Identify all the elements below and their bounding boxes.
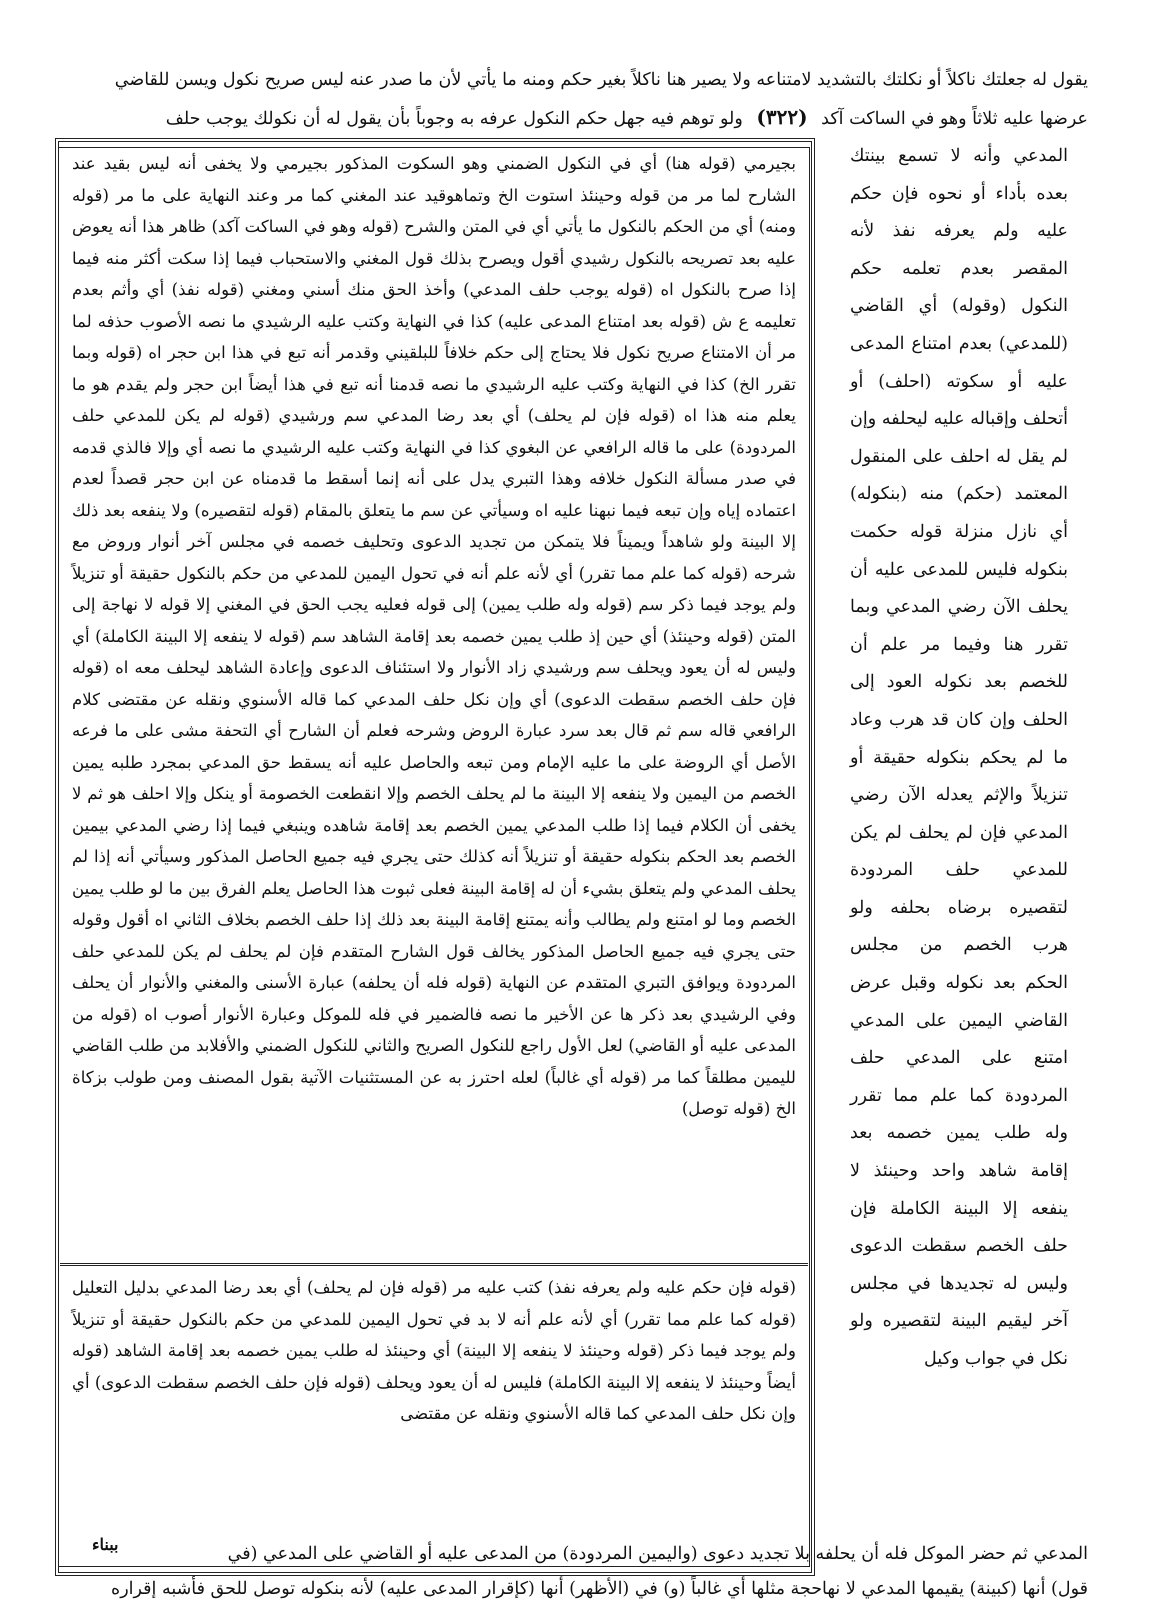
footnote-text: (قوله فإن حكم عليه ولم يعرفه نفذ) كتب عليه مر (قوله فإن لم يحلف) أي بعد رضا المدعي بدليل التعليل (قوله كما علم مما تقرر) أي لأنه علم أنه لا بد في تحول اليمين للمدعي من حكم بالنكول حقيقة أو تنزيلاً ولم يوجد فيما ذكر (قوله وحينئذ لا ينفعه إلا البينة) أي وحينئذ له طلب يمين خصمه بعد إقامة الشاهد (قوله أيضاً وحينئذ لا ينفعه إلا البينة الكاملة) فليس له أن يعود ويحلف (قوله فإن حلف الخصم سقطت الدعوى) أي وإن نكل حلف المدعي كما قاله الأسنوي ونقله عن مقتضى <box>72 1278 796 1423</box>
side-column-text: المدعي وأنه لا تسمع بينتك بعده بأداء أو نحوه فإن حكم عليه ولم يعرفه نفذ لأنه المقصر بعدم تعلمه حكم النكول (وقوله) أي القاضي (للمدعي) بعدم امتناع المدعى عليه أو سكوته (احلف) أو أتحلف وإقباله عليه ليحلفه وإن لم يقل له احلف على المنقول المعتمد (حكم) منه (بنكوله) أي نازل منزلة قوله حكمت بنكوله فليس للمدعى عليه أن يحلف الآن رضي المدعي وبما تقرر هنا وفيما مر علم أن للخصم بعد نكوله العود إلى الحلف وإن كان قد هرب وعاد ما لم يحكم بنكوله حقيقة أو تنزيلاً والإثم يعدله الآن رضي المدعي فإن لم يحلف لم يكن للمدعي حلف المردودة لتقصيره برضاه بحلفه ولو هرب الخصم من مجلس الحكم بعد نكوله وقبل عرض القاضي اليمين على المدعي امتنع على المدعي حلف المردودة كما علم مما تقرر وله طلب يمين خصمه بعد إقامة شاهد واحد وحينئذ لا ينفعه إلا البينة الكاملة فإن حلف الخصم سقطت الدعوى وليس له تجديدها في مجلس آخر ليقيم البينة لتقصيره ولو نكل في جواب وكيل <box>850 146 1068 1369</box>
top-line-1: يقول له جعلتك ناكلاً أو نكلتك بالتشديد لامتناعه ولا يصير هنا ناكلاً بغير حكم ومنه ما يأتي لأن ما صدر عنه ليس صريح نكول ويسن للقاضي <box>114 70 1088 90</box>
top-line-2-tail: ولو توهم فيه جهل حكم النكول عرفه به وجوباً بأن يقول له أن نكولك يوجب حلف <box>165 109 743 129</box>
top-text-block <box>58 62 1088 138</box>
bottom-line-2: قول) أنها (كبينة) يقيمها المدعي لا نهاحجة مثلها أي غالباً (و) في (الأظهر) أنها (كإقرار المدعى عليه) لأنه بنكوله توصل للحق فأشبه إقراره <box>111 1579 1088 1599</box>
bottom-line-1: المدعي ثم حضر الموكل فله أن يحلفه بلا تجديد دعوى (واليمين المردودة) من المدعى عليه أو القاضي على المدعي (في <box>227 1544 1088 1564</box>
top-line-2 <box>58 99 1088 138</box>
bottom-text-block <box>58 1537 1088 1607</box>
top-line-2-start: عرضها عليه ثلاثاً وهو في الساكت آكد <box>821 109 1088 129</box>
commentary-main-text: بجيرمي (قوله هنا) أي في النكول الضمني وهو السكوت المذكور بجيرمي ولا يخفى أنه ليس بقيد عند الشارح لما مر من قوله وحينئذ استوت الخ وتماهوقيد عند المغني كما مر وعند النهاية على ما مر (قوله ومنه) أي من الحكم بالنكول ما يأتي أي في المتن والشرح (قوله وهو في الساكت آكد) ظاهر هذا أنه يعوض عليه بعد تصريحه بالنكول رشيدي أقول ويصرح بذلك قول المغني والاستحباب فيما إذا سكت أكثر منه فيما إذا صرح بالنكول اه (قوله يوجب حلف المدعي) وأخذ الحق منك أسني ومغني (قوله نفذ) أي وأثم بعدم تعليمه ع ش (قوله بعد امتناع المدعى عليه) كذا في النهاية وكتب عليه الرشيدي ما نصه الأصوب حذفه لما مر أن الامتناع صريح نكول فلا يحتاج إلى حكم خلافاً للبلقيني وقدمر أنه تبع في هذا ابن حجر اه (قوله وبما تقرر الخ) كذا في النهاية وكتب عليه الرشيدي ما نصه قدمنا أنه تبع في هذا أيضاً ابن حجر ولم يقدم هو ما يعلم منه هذا اه (قوله فإن لم يحلف) أي بعد رضا المدعي سم ورشيدي (قوله لم يكن للمدعي حلف المردودة) على ما قاله الرافعي عن البغوي كذا في النهاية وكتب عليه الرشيدي ما نصه أي وإلا فالذي قدمه في صدر مسألة النكول خلافه وهذا التبري يدل على أنه إنما أسقط ما قدمناه عن ابن حجر قصداً لعدم اعتماده إياه وإن تبعه فيما نبهنا عليه اه وسيأتي عن سم ما يتعلق بالمقام (قوله لتقصيره) ولا ينفعه بعد ذلك إلا البينة ولو شاهداً ويميناً فلا يتمكن من تجديد الدعوى وتحليف خصمه في مجلس آخر أنوار وروض مع شرحه (قوله كما علم مما تقرر) أي لأنه علم أنه في تحول اليمين للمدعي من حكم بالنكول حقيقة أو تنزيلاً ولم يوجد فيما ذكر سم (قوله وله طلب يمين) إلى قوله فعليه يجب الحق في المغني إلا قوله لا نهاجة إلى المتن (قوله وحينئذ) أي حين إذ طلب يمين خصمه بعد إقامة الشاهد سم (قوله لا ينفعه إلا البينة الكاملة) أي وليس له أن يعود ويحلف سم ورشيدي زاد الأنوار ولا استئناف الدعوى وإعادة الشاهد ليحلف معه اه (قوله فإن حلف الخصم سقطت الدعوى) أي وإن نكل حلف المدعي كما قاله الأسنوي ونقله عن مقتضى كلام الرافعي قاله سم ثم قال بعد سرد عبارة الروض وشرحه فعلم أن الشارح أي التحفة مشى على ما فرعه الأصل أي الروضة على ما عليه الإمام ومن تبعه والحاصل عليه أنه يسقط حق المدعي بمجرد طلبه يمين الخصم من اليمين ولا ينفعه إلا البينة ما لم يحلف الخصم وإلا انقطعت الخصومة أو ينكل وإلا احلف هو ثم لا يخفى أن الكلام فيما إذا طلب المدعي يمين الخصم بعد إقامة شاهده وينبغي فيما إذا رضي المدعي بيمين الخصم بعد الحكم بنكوله حقيقة أو تنزيلاً أنه كذلك حتى يجري فيه جميع الحاصل المذكور وسيأتي أنه إذا لم يحلف المدعي ولم يتعلق بشيء أن له إقامة البينة فعلى ثبوت هذا الحاصل يعلم الفرق بين ما لو طلب يمين الخصم وما لو امتنع ولم يطالب وأنه يمتنع إقامة البينة بعد ذلك إذا حلف الخصم بخلاف الثاني اه أقول وقوله حتى يجري فيه جميع الحاصل المذكور يخالف قول الشارح المتقدم فإن لم يحلف لم يكن للمدعي حلف المردودة ويوافق التبري المتقدم عن النهاية (قوله فله أن يحلفه) عبارة الأسنى والمغني والأنوار أن يحلف وفي الرشيدي بعد ذكر ها عن الأخير ما نصه فالضمير في فله للموكل وعبارة الأنوار أصوب اه (قوله من المدعى عليه أو القاضي) لعل الأول راجع للنكول الصريح والثاني للنكول الضمني والأفلابد من طلب القاضي لليمين مطلقاً كما مر (قوله أي غالباً) لعله احترز به عن المستثنيات الآتية بقول المصنف ومن طولب بزكاة الخ (قوله توصل) <box>72 154 796 1118</box>
footnote-divider <box>60 1263 808 1266</box>
catchword: ببناء <box>92 1535 119 1554</box>
page-number: (٣٢٢) <box>756 105 808 129</box>
